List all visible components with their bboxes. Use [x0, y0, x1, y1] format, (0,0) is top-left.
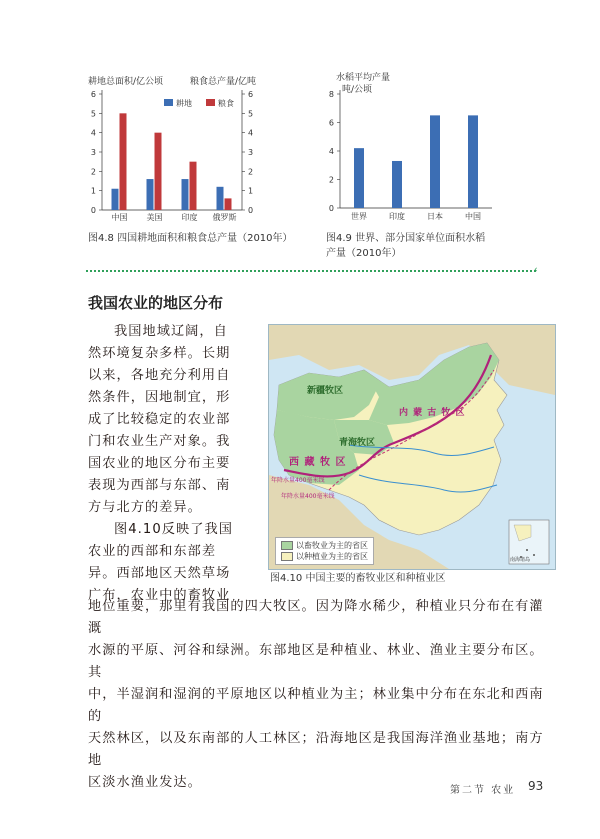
chart1-tick-label-left: 4: [90, 128, 96, 138]
para1-line: 以来，各地充分利用自: [88, 368, 231, 383]
chart1-bar-耕地: [217, 187, 224, 210]
para2-line: 异。西部地区天然草场: [88, 566, 231, 581]
chart2-ylabel-line1: 水稻平均产量: [336, 73, 391, 83]
chart1-bar-粮食: [225, 198, 232, 210]
map-caption: 图4.10 中国主要的畜牧业区和种植业区: [270, 573, 446, 584]
chart1-bar-耕地: [112, 189, 119, 210]
divider-arrow-icon: ‹: [534, 265, 538, 275]
chart1-ylabel-left: 耕地总面积/亿公顷: [88, 77, 164, 87]
para1-line: 我国地域辽阔，自: [114, 324, 228, 339]
footer-section: 第二节 农业: [450, 785, 516, 796]
para1-line: 门和农业生产对象。我: [88, 434, 231, 449]
chart1-tick-label-right: 4: [248, 128, 254, 138]
page-number: 93: [528, 779, 544, 793]
para1-line: 表现为西部与东部、南: [88, 478, 231, 493]
chart1-tick-label-right: 1: [248, 186, 254, 196]
legend-crop-label: 以种植业为主的省区: [296, 552, 368, 561]
chart1-tick-label-left: 3: [90, 148, 96, 157]
chart1-bar-粮食: [190, 162, 197, 210]
label-qinghai: 青海牧区: [339, 438, 376, 448]
chart2-rice-yield: [320, 88, 500, 226]
chart1-legend-label: 耕地: [176, 99, 192, 108]
chart1-category-label: 俄罗斯: [212, 213, 237, 222]
label-neimenggu: 内 蒙 古 牧 区: [399, 408, 466, 418]
chart1-caption: 图4.8 四国耕地面积和粮食总产量（2010年）: [88, 233, 293, 244]
legend-livestock: [281, 540, 368, 551]
chart1-tick-label-left: 2: [90, 167, 96, 177]
chart2-category-label: 中国: [465, 212, 481, 221]
map-legend: [275, 537, 374, 565]
chart1-tick-label-right: 6: [248, 90, 254, 99]
chart2-bar: [392, 161, 402, 208]
para1-line: 然条件，因地制宜，形: [88, 390, 231, 405]
chart1-legend-swatch: [206, 99, 215, 106]
label-xizang: 西 藏 牧 区: [289, 457, 347, 468]
china-agriculture-map: [268, 324, 556, 570]
chart1-grain-arable: [86, 84, 276, 226]
label-rainfall-1: 年降水量400毫米线: [271, 477, 325, 484]
chart2-category-label: 世界: [351, 212, 367, 221]
legend-livestock-swatch: [281, 541, 293, 550]
chart2-category-label: 日本: [427, 212, 443, 221]
chart1-bar-粮食: [155, 133, 162, 210]
para2-line: 广布，农业中的畜牧业: [88, 588, 231, 603]
chart1-bar-耕地: [182, 179, 189, 210]
legend-crop: [281, 551, 368, 562]
chart2-category-label: 印度: [389, 212, 405, 221]
legend-crop-swatch: [281, 552, 293, 561]
chart1-category-label: 中国: [111, 213, 128, 222]
para1-line: 方与北方的差异。: [88, 500, 202, 515]
chart2-bar: [468, 115, 478, 208]
para2-line: 图4.10反映了我国: [114, 522, 233, 537]
chart2-bar: [354, 148, 364, 208]
chart2-tick-label: 4: [328, 147, 334, 156]
chart1-bar-粮食: [120, 113, 127, 210]
chart1-legend-label: 粮食: [218, 99, 234, 108]
label-xinjiang: 新疆牧区: [307, 386, 344, 396]
label-inset: 南海诸岛: [510, 557, 531, 563]
para2-line: 天然林区，以及东南部的人工林区；沿海地区是我国海洋渔业基地；南方地: [88, 731, 544, 768]
chart1-tick-label-right: 5: [248, 109, 254, 119]
chart1-tick-label-left: 6: [90, 90, 96, 99]
chart1-tick-label-right: 2: [248, 167, 254, 177]
chart2-tick-label: 0: [328, 204, 334, 213]
chart1-tick-label-left: 0: [90, 206, 96, 215]
para1-line: 国农业的地区分布主要: [88, 456, 231, 471]
para1-line: 成了比较稳定的农业部: [88, 412, 231, 427]
label-rainfall-2: 年降水量400毫米线: [281, 493, 335, 500]
chart1-tick-label-left: 1: [90, 186, 96, 196]
para2-line: 区淡水渔业发达。: [88, 775, 202, 790]
para2-line: 中，半湿润和湿润的平原地区以种植业为主；林业集中分布在东北和西南的: [88, 687, 544, 724]
paragraph-2-continued: [88, 596, 548, 794]
chart1-category-label: 美国: [146, 213, 163, 222]
chart1-tick-label-right: 3: [248, 148, 254, 157]
map-graphic: [269, 325, 555, 569]
chart2-tick-label: 2: [328, 175, 334, 185]
chart1-tick-label-left: 5: [90, 109, 96, 119]
chart2-bar: [430, 115, 440, 208]
chart1-ylabel-right: 粮食总产量/亿吨: [190, 77, 257, 87]
paragraph-1: [88, 321, 268, 607]
chart2-tick-label: 8: [328, 90, 334, 99]
chart2-caption-line1: 图4.9 世界、部分国家单位面积水稻: [326, 233, 486, 244]
section-divider: [86, 270, 536, 272]
chart2-tick-label: 6: [328, 118, 334, 128]
para1-line: 然环境复杂多样。长期: [88, 346, 231, 361]
para2-line: 水源的平原、河谷和绿洲。东部地区是种植业、林业、渔业主要分布区。其: [88, 643, 544, 680]
chart1-legend-swatch: [164, 99, 173, 106]
chart2-caption-line2: 产量（2010年）: [326, 248, 402, 259]
para2-line: 地位重要，那里有我国的四大牧区。因为降水稀少，种植业只分布在有灌溉: [88, 599, 544, 636]
chart1-category-label: 印度: [181, 213, 198, 222]
chart1-bar-耕地: [147, 179, 154, 210]
section-title: 我国农业的地区分布: [88, 294, 224, 312]
legend-livestock-label: 以畜牧业为主的省区: [296, 541, 368, 550]
chart1-tick-label-right: 0: [248, 206, 254, 215]
chart2-ylabel-line2: 吨/公顷: [342, 85, 373, 95]
para2-line: 农业的西部和东部差: [88, 544, 217, 559]
